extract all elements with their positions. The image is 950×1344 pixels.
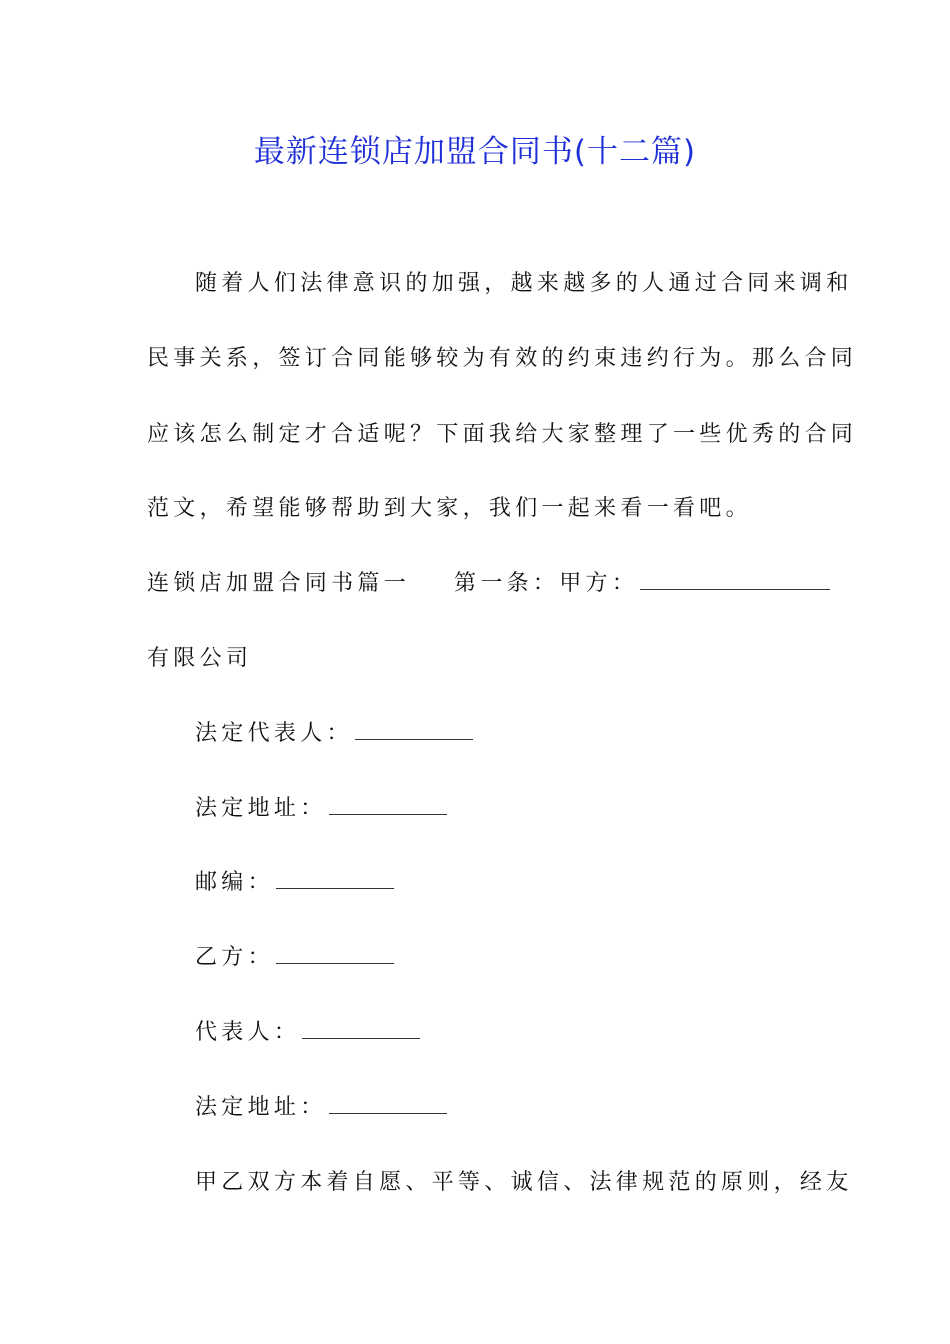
field-blank[interactable] [276,941,394,964]
field-blank[interactable] [302,1016,420,1039]
company-suffix: 有限公司 [147,646,253,671]
field-label: 法定地址： [195,796,327,821]
section-heading-line [147,567,830,601]
field-label: 法定代表人： [195,721,353,746]
party-a-blank[interactable] [640,567,830,590]
field-label: 乙方： [195,945,274,970]
field-legal-address-b [195,1091,447,1125]
field-blank[interactable] [276,866,394,889]
field-party-b [195,941,394,975]
article-one-label: 第一条：甲方： [454,571,639,596]
field-blank[interactable] [329,792,447,815]
field-representative [195,1016,420,1050]
document-title: 最新连锁店加盟合同书(十二篇) [253,134,697,170]
field-blank[interactable] [355,717,473,740]
field-legal-representative [195,717,473,751]
intro-line-2: 民事关系，签订合同能够较为有效的约束违约行为。那么合同 [147,346,858,371]
intro-line-3: 应该怎么制定才合适呢？下面我给大家整理了一些优秀的合同 [147,422,858,447]
field-blank[interactable] [329,1091,447,1114]
section-heading: 连锁店加盟合同书篇一 [147,571,411,596]
intro-line-4: 范文，希望能够帮助到大家，我们一起来看一看吧。 [147,496,752,521]
field-postcode [195,866,394,900]
field-label: 邮编： [195,870,274,895]
closing-line: 甲乙双方本着自愿、平等、诚信、法律规范的原则，经友 [195,1170,853,1195]
field-label: 代表人： [195,1020,301,1045]
field-legal-address [195,792,447,826]
intro-line-1: 随着人们法律意识的加强，越来越多的人通过合同来调和 [195,271,853,296]
field-label: 法定地址： [195,1095,327,1120]
